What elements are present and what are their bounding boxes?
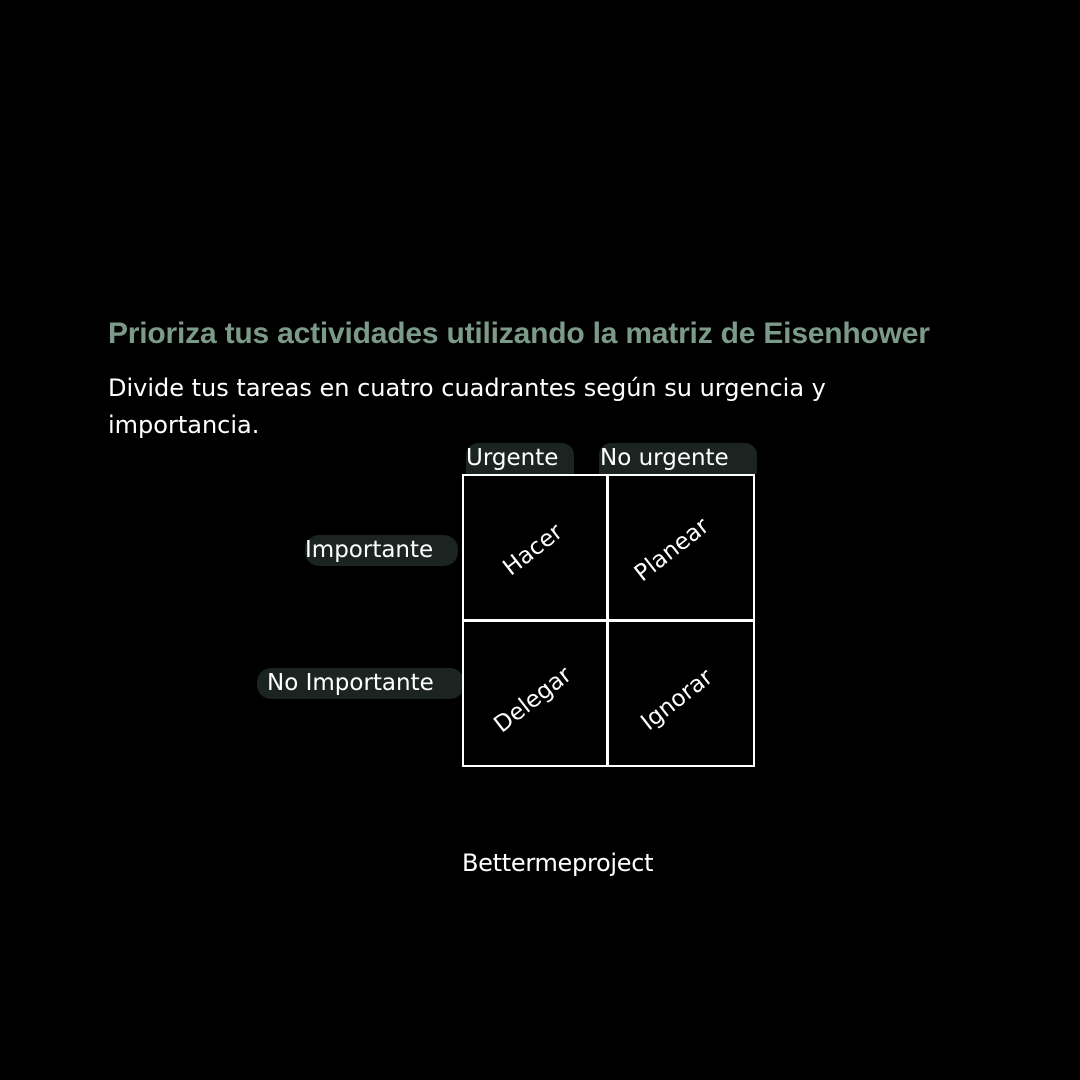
brand-name: Bettermeproject xyxy=(462,849,654,877)
row-label-not-important: No Importante xyxy=(257,668,464,699)
column-label-urgent: Urgente xyxy=(466,443,574,474)
quadrant-label-delegate: Delegar xyxy=(489,661,577,739)
matrix-divider-horizontal xyxy=(464,619,753,622)
page-title: Prioriza tus actividades utilizando la matriz de Eisenhower xyxy=(108,317,930,350)
quadrant-label-do: Hacer xyxy=(498,518,568,582)
row-label-important: Importante xyxy=(305,535,458,566)
quadrant-label-ignore: Ignorar xyxy=(636,664,718,736)
quadrant-label-plan: Planear xyxy=(629,513,715,587)
page-subtitle: Divide tus tareas en cuatro cuadrantes según su urgencia y importancia. xyxy=(108,374,826,439)
column-label-not-urgent: No urgente xyxy=(599,443,757,474)
